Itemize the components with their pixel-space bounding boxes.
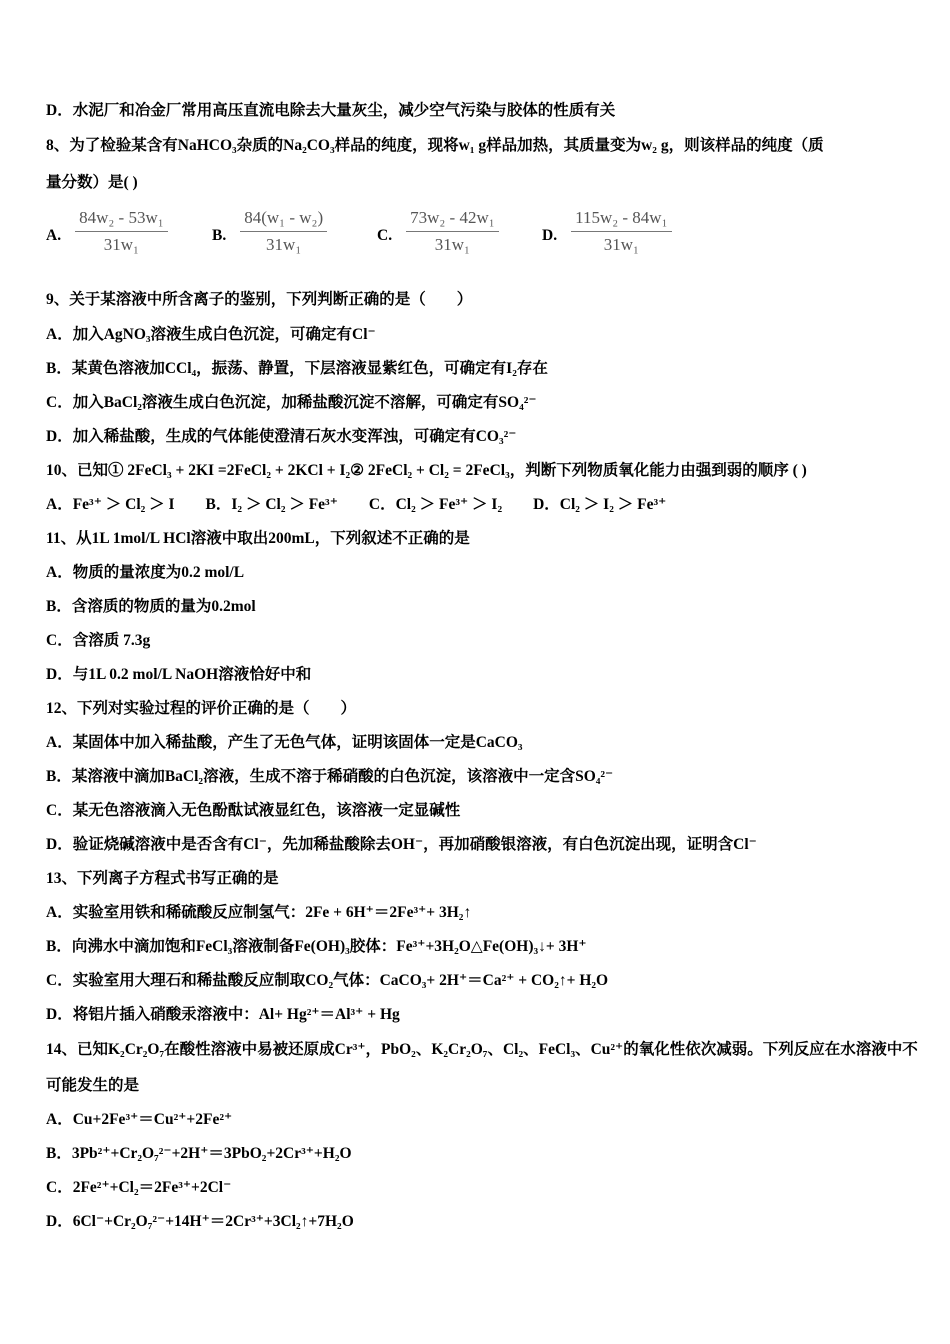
q14-option-a: A．Cu+2Fe³⁺＝Cu²⁺+2Fe²⁺ [46,1111,233,1128]
q13-stem: 13、下列离子方程式书写正确的是 [46,870,279,887]
numerator: 73w₂ - 42w₁ [406,208,499,232]
q9-stem: 9、关于某溶液中所含离子的鉴别，下列判断正确的是（ ） [46,291,473,308]
q13-option-c: C．实验室用大理石和稀盐酸反应制取CO₂气体：CaCO₃+ 2H⁺＝Ca²⁺ + CO₂↑+ H₂O [46,972,609,989]
option-label: B. [212,226,227,244]
q13-option-a: A．实验室用铁和稀硫酸反应制氢气：2Fe + 6H⁺＝2Fe³⁺+ 3H₂↑ [46,904,472,921]
q11-stem: 11、从1L 1mol/L HCl溶液中取出200mL，下列叙述不正确的是 [46,530,470,547]
q8-option-d [542,208,672,255]
q14-stem: 14、已知K₂Cr₂O₇在酸性溶液中易被还原成Cr³⁺，PbO₂、K₂Cr₂O₇、Cl₂、FeCl₃、Cu²⁺的氧化性依次减弱。下列反应在水溶液中不 [46,1041,918,1058]
q14-option-c: C．2Fe²⁺+Cl₂＝2Fe³⁺+2Cl⁻ [46,1179,232,1196]
q9-option-a: A．加入AgNO₃溶液生成白色沉淀，可确定有Cl⁻ [46,326,376,343]
q12-option-c: C．某无色溶液滴入无色酚酞试液显红色，该溶液一定显碱性 [46,802,461,819]
option-label: D. [542,226,558,244]
q8-option-c [377,208,499,255]
option-label: C. [377,226,393,244]
q7-option-d: D．水泥厂和冶金厂常用高压直流电除去大量灰尘，减少空气污染与胶体的性质有关 [46,102,616,119]
q8-option-b [212,208,327,255]
q8-option-a [46,208,168,255]
numerator: 84w₂ - 53w₁ [75,208,168,232]
q11-option-d: D．与1L 0.2 mol/L NaOH溶液恰好中和 [46,666,312,683]
denominator: 31w₁ [103,235,139,254]
q8-stem: 8、为了检验某含有NaHCO₃杂质的Na₂CO₃样品的纯度，现将w₁ g样品加热，其质量变为w₂ g，则该样品的纯度（质 [46,137,824,154]
q9-option-c: C．加入BaCl₂溶液生成白色沉淀，加稀盐酸沉淀不溶解，可确定有SO₄²⁻ [46,394,537,411]
q13-option-d: D．将铝片插入硝酸汞溶液中：Al+ Hg²⁺＝Al³⁺ + Hg [46,1006,400,1023]
q11-option-a: A．物质的量浓度为0.2 mol/L [46,564,245,581]
q10-options: A．Fe³⁺ ＞ Cl₂ ＞ I B．I₂ ＞ Cl₂ ＞ Fe³⁺ C．Cl₂ ＞ Fe³⁺ ＞ I₂ D．Cl₂ ＞ I₂ ＞ Fe³⁺ [46,496,667,513]
numerator: 84(w₁ - w₂) [240,208,327,232]
denominator: 31w₁ [266,235,302,254]
q14-stem-cont: 可能发生的是 [46,1077,140,1094]
denominator: 31w₁ [603,235,639,254]
q12-option-b: B．某溶液中滴加BaCl₂溶液，生成不溶于稀硝酸的白色沉淀，该溶液中一定含SO₄²⁻ [46,768,614,785]
option-label: A. [46,226,62,244]
q11-option-c: C．含溶质 7.3g [46,632,151,649]
numerator: 115w₂ - 84w₁ [571,208,671,232]
q12-option-d: D．验证烧碱溶液中是否含有Cl⁻，先加稀盐酸除去OH⁻，再加硝酸银溶液，有白色沉淀出现，证明含Cl⁻ [46,836,757,853]
q12-option-a: A．某固体中加入稀盐酸，产生了无色气体，证明该固体一定是CaCO₃ [46,734,523,751]
denominator: 31w₁ [434,235,470,254]
q9-option-b: B．某黄色溶液加CCl₄，振荡、静置，下层溶液显紫红色，可确定有I₂存在 [46,360,548,377]
q8-stem-cont: 量分数）是( ) [46,174,138,191]
q12-stem: 12、下列对实验过程的评价正确的是（ ） [46,700,357,717]
q14-option-d: D．6Cl⁻+Cr₂O₇²⁻+14H⁺＝2Cr³⁺+3Cl₂↑+7H₂O [46,1213,354,1230]
q13-option-b: B．向沸水中滴加饱和FeCl₃溶液制备Fe(OH)₃胶体：Fe³⁺+3H₂O△Fe(OH)₃↓+ 3H⁺ [46,938,587,955]
q14-option-b: B．3Pb²⁺+Cr₂O₇²⁻+2H⁺＝3PbO₂+2Cr³⁺+H₂O [46,1145,352,1162]
q11-option-b: B．含溶质的物质的量为0.2mol [46,598,256,615]
q9-option-d: D．加入稀盐酸，生成的气体能使澄清石灰水变浑浊，可确定有CO₃²⁻ [46,428,517,445]
q10-stem: 10、已知① 2FeCl₃ + 2KI =2FeCl₂ + 2KCl + I₂② 2FeCl₂ + Cl₂ = 2FeCl₃，判断下列物质氧化能力由强到弱的顺序 ( ) [46,462,807,479]
